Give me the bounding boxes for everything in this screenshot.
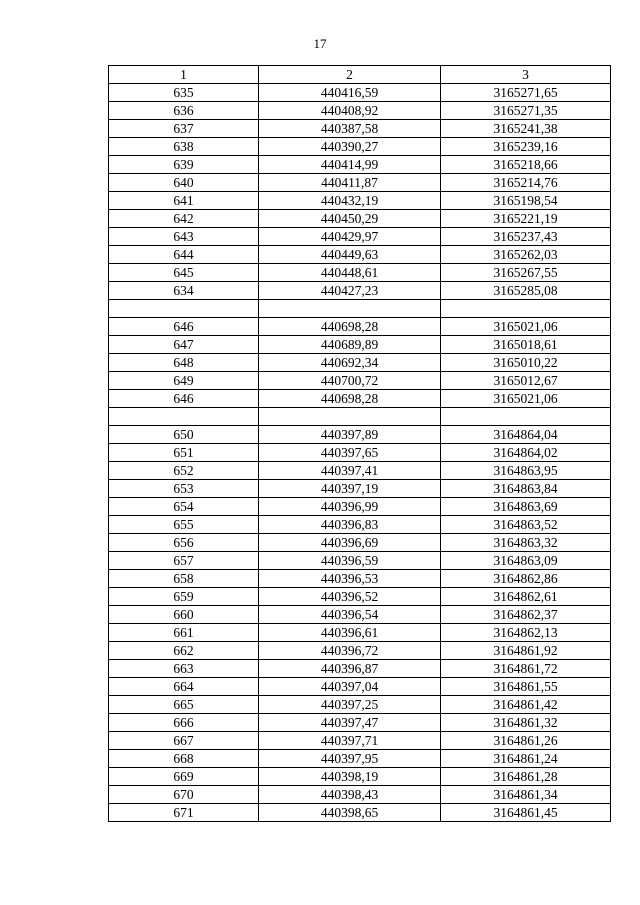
y-coordinate-cell: 3164861,28 [441, 768, 611, 786]
x-coordinate-cell: 440398,43 [259, 786, 441, 804]
y-coordinate-cell: 3165198,54 [441, 192, 611, 210]
x-coordinate-cell: 440397,89 [259, 426, 441, 444]
table-row [109, 660, 611, 678]
x-coordinate-cell: 440396,54 [259, 606, 441, 624]
table-row [109, 534, 611, 552]
x-coordinate-cell: 440397,47 [259, 714, 441, 732]
point-number-cell: 657 [109, 552, 259, 570]
table-row [109, 732, 611, 750]
table-row [109, 804, 611, 822]
table-row [109, 246, 611, 264]
table-row [109, 714, 611, 732]
table-row [109, 282, 611, 300]
x-coordinate-cell: 440397,71 [259, 732, 441, 750]
y-coordinate-cell: 3165010,22 [441, 354, 611, 372]
point-number-cell: 660 [109, 606, 259, 624]
x-coordinate-cell: 440397,25 [259, 696, 441, 714]
point-number-cell: 646 [109, 318, 259, 336]
y-coordinate-cell: 3165218,66 [441, 156, 611, 174]
x-coordinate-cell: 440396,61 [259, 624, 441, 642]
point-number-cell: 659 [109, 588, 259, 606]
point-number-cell: 638 [109, 138, 259, 156]
y-coordinate-cell: 3164863,84 [441, 480, 611, 498]
table-row [109, 462, 611, 480]
table-row [109, 354, 611, 372]
y-coordinate-cell: 3164861,24 [441, 750, 611, 768]
table-row [109, 210, 611, 228]
point-number-cell [109, 408, 259, 426]
y-coordinate-cell: 3164862,86 [441, 570, 611, 588]
x-coordinate-cell: 440692,34 [259, 354, 441, 372]
table-row [109, 138, 611, 156]
y-coordinate-cell: 3164861,26 [441, 732, 611, 750]
x-coordinate-cell: 440698,28 [259, 390, 441, 408]
y-coordinate-cell: 3165021,06 [441, 318, 611, 336]
y-coordinate-cell: 3164863,69 [441, 498, 611, 516]
table-row [109, 588, 611, 606]
point-number-cell: 648 [109, 354, 259, 372]
point-number-cell: 656 [109, 534, 259, 552]
column-header-1: 1 [109, 66, 259, 84]
x-coordinate-cell: 440397,19 [259, 480, 441, 498]
x-coordinate-cell [259, 408, 441, 426]
x-coordinate-cell: 440698,28 [259, 318, 441, 336]
y-coordinate-cell: 3165221,19 [441, 210, 611, 228]
table-row [109, 624, 611, 642]
x-coordinate-cell: 440390,27 [259, 138, 441, 156]
point-number-cell: 658 [109, 570, 259, 588]
x-coordinate-cell: 440448,61 [259, 264, 441, 282]
page-number: 17 [313, 36, 327, 51]
y-coordinate-cell: 3165267,55 [441, 264, 611, 282]
x-coordinate-cell: 440396,52 [259, 588, 441, 606]
y-coordinate-cell: 3164862,61 [441, 588, 611, 606]
x-coordinate-cell: 440396,83 [259, 516, 441, 534]
x-coordinate-cell: 440397,95 [259, 750, 441, 768]
table-row [109, 174, 611, 192]
table-row [109, 768, 611, 786]
x-coordinate-cell: 440427,23 [259, 282, 441, 300]
y-coordinate-cell: 3165241,38 [441, 120, 611, 138]
y-coordinate-cell: 3164863,95 [441, 462, 611, 480]
point-number-cell: 649 [109, 372, 259, 390]
y-coordinate-cell: 3165018,61 [441, 336, 611, 354]
x-coordinate-cell: 440414,99 [259, 156, 441, 174]
table-header [109, 66, 611, 84]
point-number-cell: 643 [109, 228, 259, 246]
point-number-cell: 662 [109, 642, 259, 660]
y-coordinate-cell: 3165285,08 [441, 282, 611, 300]
y-coordinate-cell: 3164863,32 [441, 534, 611, 552]
table-row [109, 750, 611, 768]
table-row [109, 426, 611, 444]
table-row [109, 192, 611, 210]
point-number-cell: 671 [109, 804, 259, 822]
y-coordinate-cell: 3164861,72 [441, 660, 611, 678]
y-coordinate-cell: 3165239,16 [441, 138, 611, 156]
x-coordinate-cell: 440396,69 [259, 534, 441, 552]
table-row [109, 318, 611, 336]
x-coordinate-cell: 440429,97 [259, 228, 441, 246]
x-coordinate-cell: 440387,58 [259, 120, 441, 138]
point-number-cell: 669 [109, 768, 259, 786]
point-number-cell: 647 [109, 336, 259, 354]
column-header-2: 2 [259, 66, 441, 84]
table-body [109, 84, 611, 822]
table-row [109, 786, 611, 804]
coordinates-table [108, 65, 611, 822]
x-coordinate-cell: 440396,59 [259, 552, 441, 570]
point-number-cell: 666 [109, 714, 259, 732]
x-coordinate-cell: 440397,04 [259, 678, 441, 696]
table-row [109, 498, 611, 516]
y-coordinate-cell: 3165271,35 [441, 102, 611, 120]
y-coordinate-cell: 3165214,76 [441, 174, 611, 192]
y-coordinate-cell: 3164861,92 [441, 642, 611, 660]
x-coordinate-cell: 440411,87 [259, 174, 441, 192]
table-header-row [109, 66, 611, 84]
table-row [109, 642, 611, 660]
point-number-cell: 644 [109, 246, 259, 264]
x-coordinate-cell: 440396,53 [259, 570, 441, 588]
table-row [109, 678, 611, 696]
x-coordinate-cell: 440450,29 [259, 210, 441, 228]
y-coordinate-cell: 3164861,55 [441, 678, 611, 696]
x-coordinate-cell: 440416,59 [259, 84, 441, 102]
table-row [109, 552, 611, 570]
table-row [109, 696, 611, 714]
point-number-cell: 670 [109, 786, 259, 804]
point-number-cell: 642 [109, 210, 259, 228]
point-number-cell [109, 300, 259, 318]
x-coordinate-cell: 440397,41 [259, 462, 441, 480]
point-number-cell: 635 [109, 84, 259, 102]
table-row [109, 570, 611, 588]
point-number-cell: 654 [109, 498, 259, 516]
point-number-cell: 637 [109, 120, 259, 138]
table-row [109, 480, 611, 498]
point-number-cell: 645 [109, 264, 259, 282]
x-coordinate-cell: 440689,89 [259, 336, 441, 354]
point-number-cell: 655 [109, 516, 259, 534]
point-number-cell: 639 [109, 156, 259, 174]
x-coordinate-cell: 440397,65 [259, 444, 441, 462]
y-coordinate-cell: 3164864,04 [441, 426, 611, 444]
x-coordinate-cell: 440396,99 [259, 498, 441, 516]
point-number-cell: 641 [109, 192, 259, 210]
table-row [109, 264, 611, 282]
y-coordinate-cell: 3165237,43 [441, 228, 611, 246]
table-row [109, 120, 611, 138]
point-number-cell: 661 [109, 624, 259, 642]
y-coordinate-cell: 3164862,13 [441, 624, 611, 642]
x-coordinate-cell: 440398,65 [259, 804, 441, 822]
table-row [109, 228, 611, 246]
table-row [109, 606, 611, 624]
y-coordinate-cell: 3164863,52 [441, 516, 611, 534]
y-coordinate-cell: 3164861,45 [441, 804, 611, 822]
x-coordinate-cell: 440398,19 [259, 768, 441, 786]
table-row [109, 372, 611, 390]
table-row [109, 516, 611, 534]
point-number-cell: 640 [109, 174, 259, 192]
point-number-cell: 663 [109, 660, 259, 678]
x-coordinate-cell: 440432,19 [259, 192, 441, 210]
table-row [109, 300, 611, 318]
point-number-cell: 634 [109, 282, 259, 300]
y-coordinate-cell: 3164861,32 [441, 714, 611, 732]
table-row [109, 84, 611, 102]
y-coordinate-cell: 3164861,34 [441, 786, 611, 804]
table-row [109, 336, 611, 354]
table-row [109, 408, 611, 426]
y-coordinate-cell [441, 408, 611, 426]
x-coordinate-cell: 440700,72 [259, 372, 441, 390]
table-row [109, 444, 611, 462]
table-row [109, 156, 611, 174]
y-coordinate-cell: 3165012,67 [441, 372, 611, 390]
point-number-cell: 652 [109, 462, 259, 480]
y-coordinate-cell: 3164861,42 [441, 696, 611, 714]
point-number-cell: 665 [109, 696, 259, 714]
point-number-cell: 668 [109, 750, 259, 768]
point-number-cell: 650 [109, 426, 259, 444]
column-header-3: 3 [441, 66, 611, 84]
y-coordinate-cell: 3165021,06 [441, 390, 611, 408]
table-row [109, 102, 611, 120]
point-number-cell: 651 [109, 444, 259, 462]
x-coordinate-cell: 440408,92 [259, 102, 441, 120]
y-coordinate-cell: 3165271,65 [441, 84, 611, 102]
x-coordinate-cell [259, 300, 441, 318]
x-coordinate-cell: 440396,72 [259, 642, 441, 660]
point-number-cell: 667 [109, 732, 259, 750]
table-row [109, 390, 611, 408]
y-coordinate-cell: 3164862,37 [441, 606, 611, 624]
y-coordinate-cell: 3164864,02 [441, 444, 611, 462]
y-coordinate-cell: 3164863,09 [441, 552, 611, 570]
y-coordinate-cell: 3165262,03 [441, 246, 611, 264]
point-number-cell: 646 [109, 390, 259, 408]
point-number-cell: 636 [109, 102, 259, 120]
point-number-cell: 653 [109, 480, 259, 498]
x-coordinate-cell: 440449,63 [259, 246, 441, 264]
point-number-cell: 664 [109, 678, 259, 696]
x-coordinate-cell: 440396,87 [259, 660, 441, 678]
y-coordinate-cell [441, 300, 611, 318]
